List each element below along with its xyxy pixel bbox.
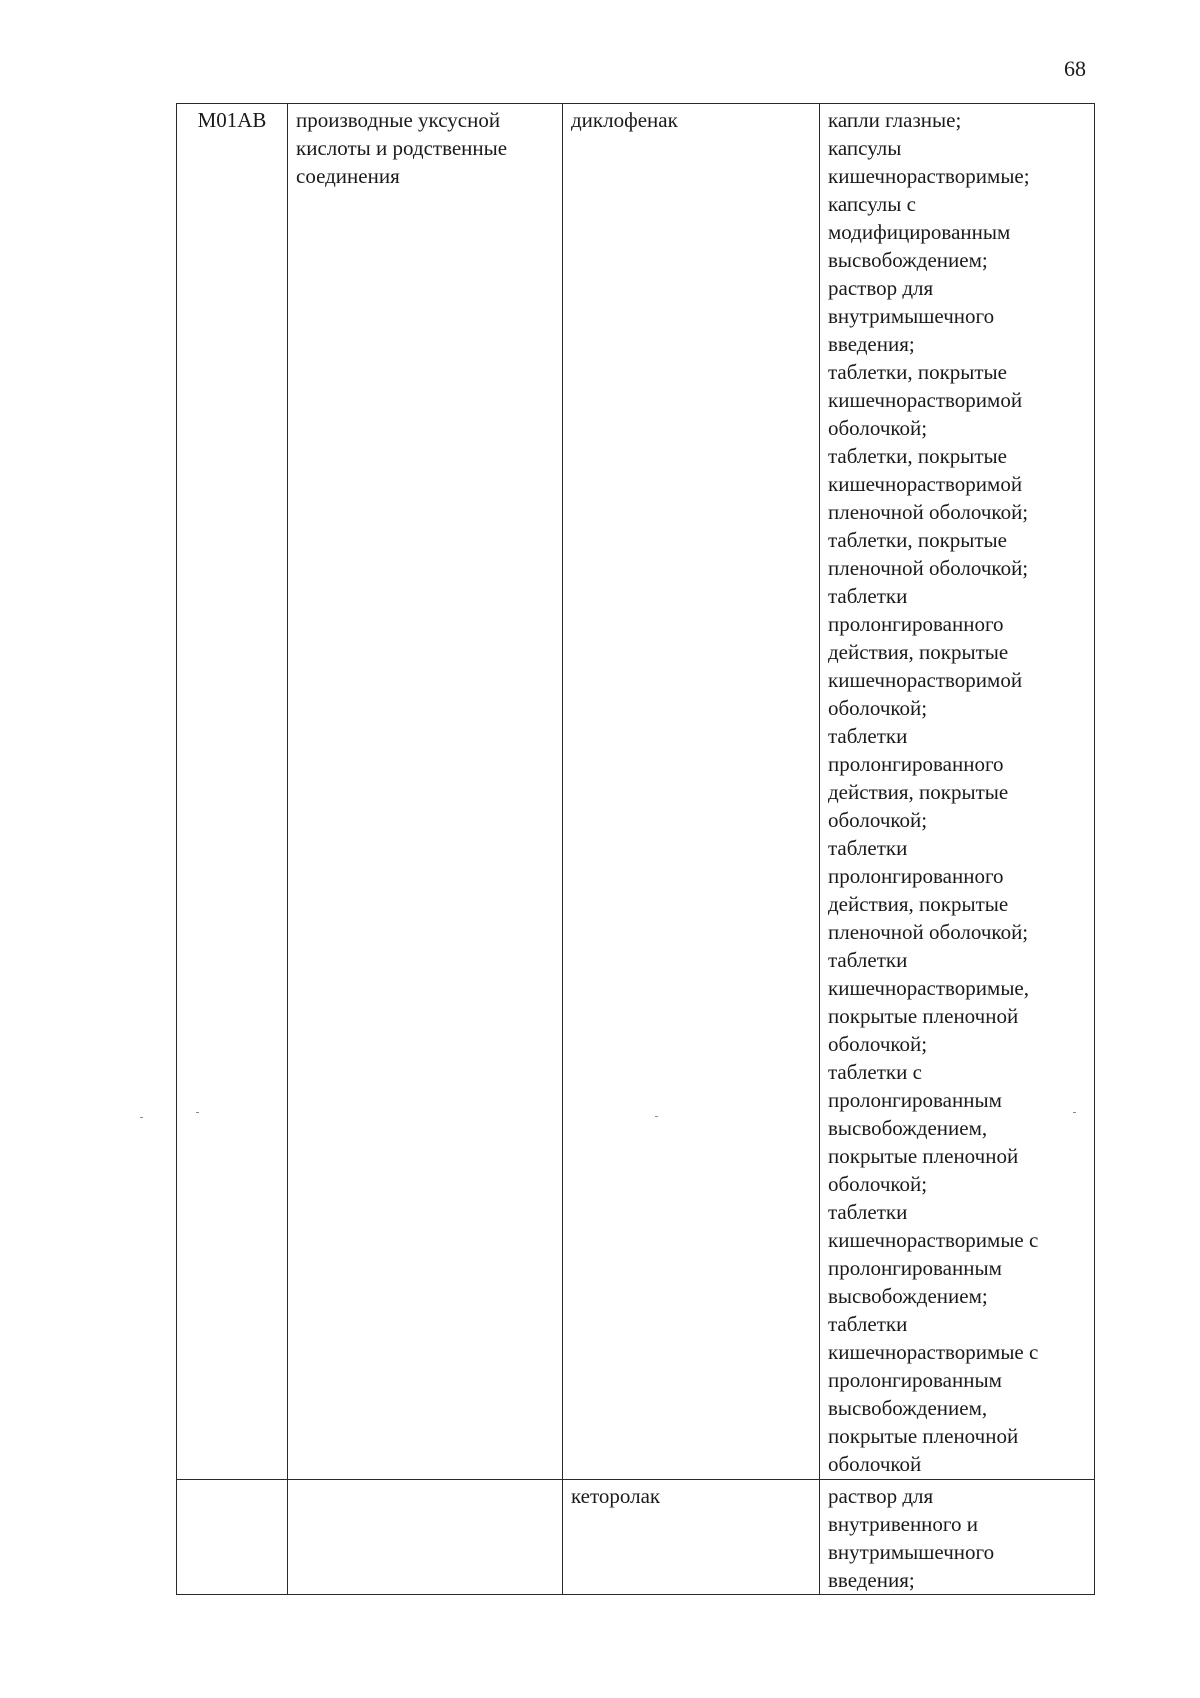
dosage-forms-cell (820, 1480, 1095, 1595)
dosage-form-line: пролонгированным (828, 1368, 1002, 1392)
dosage-form-line: пролонгированного (828, 752, 1004, 776)
dosage-form-line: пролонгированным (828, 1088, 1002, 1112)
dosage-form-line: пленочной оболочкой; (828, 500, 1029, 524)
dosage-form-line: кишечнорастворимой (828, 668, 1023, 692)
dosage-forms-list (828, 106, 1086, 1478)
dosage-forms-list (828, 1482, 1086, 1594)
dosage-form-line: оболочкой; (828, 1172, 928, 1196)
scan-speck (196, 1112, 199, 1113)
dosage-form-line: высвобождением, (828, 1116, 988, 1140)
dosage-form-line: кишечнорастворимые с (828, 1228, 1039, 1252)
dosage-form-line: высвобождением; (828, 248, 988, 272)
table-row (177, 104, 1095, 1480)
drug-name-cell: кеторолак (563, 1480, 820, 1595)
dosage-form-line: таблетки, покрытые (828, 444, 1007, 468)
dosage-form-line: капсулы (828, 136, 902, 160)
dosage-form-line: кишечнорастворимой (828, 472, 1023, 496)
dosage-form-line: оболочкой; (828, 1032, 928, 1056)
dosage-form-line: пленочной оболочкой; (828, 920, 1029, 944)
dosage-form-line: покрытые пленочной (828, 1144, 1019, 1168)
dosage-form-line: кишечнорастворимые; (828, 164, 1030, 188)
dosage-form-line: капсулы с (828, 192, 916, 216)
dosage-form-line: оболочкой; (828, 808, 928, 832)
dosage-form-line: высвобождением, (828, 1396, 988, 1420)
dosage-form-line: таблетки (828, 584, 908, 608)
dosage-form-line: кишечнорастворимые с (828, 1340, 1039, 1364)
drug-name-cell: диклофенак (563, 104, 820, 1480)
dosage-form-line: оболочкой; (828, 696, 928, 720)
dosage-form-line: таблетки (828, 836, 908, 860)
atc-code-cell: M01AB (177, 104, 288, 1480)
dosage-form-line: капли глазные; (828, 108, 962, 132)
dosage-form-line: пролонгированного (828, 612, 1004, 636)
dosage-form-line: кишечнорастворимые, (828, 976, 1030, 1000)
table-row (177, 1480, 1095, 1595)
dosage-form-line: оболочкой; (828, 416, 928, 440)
atc-code-cell (177, 1480, 288, 1595)
dosage-form-line: оболочкой (828, 1452, 922, 1476)
dosage-form-line: введения; (828, 332, 915, 356)
dosage-form-line: действия, покрытые (828, 892, 1009, 916)
dosage-form-line: высвобождением; (828, 1284, 988, 1308)
dosage-form-line: кишечнорастворимой (828, 388, 1023, 412)
scan-speck (655, 1116, 658, 1117)
dosage-form-line: пролонгированным (828, 1256, 1002, 1280)
dosage-form-line: раствор для (828, 276, 934, 300)
dosage-form-line: введения; (828, 1568, 915, 1592)
scan-speck (1073, 1112, 1076, 1113)
dosage-forms-cell (820, 104, 1095, 1480)
dosage-form-line: действия, покрытые (828, 780, 1009, 804)
dosage-form-line: таблетки (828, 724, 908, 748)
dosage-form-line: действия, покрытые (828, 640, 1009, 664)
pharmacological-group-cell (288, 1480, 563, 1595)
dosage-form-line: модифицированным (828, 220, 1011, 244)
dosage-form-line: таблетки, покрытые (828, 528, 1007, 552)
dosage-form-line: внутримышечного (828, 1540, 995, 1564)
dosage-form-line: внутривенного и (828, 1512, 978, 1536)
dosage-form-line: покрытые пленочной (828, 1004, 1019, 1028)
dosage-form-line: таблетки с (828, 1060, 922, 1084)
scan-speck (140, 1117, 143, 1118)
dosage-form-line: таблетки (828, 1312, 908, 1336)
dosage-form-line: пролонгированного (828, 864, 1004, 888)
dosage-form-line: таблетки (828, 948, 908, 972)
dosage-form-line: таблетки (828, 1200, 908, 1224)
page-number: 68 (1064, 56, 1086, 81)
dosage-form-line: таблетки, покрытые (828, 360, 1007, 384)
dosage-form-line: пленочной оболочкой; (828, 556, 1029, 580)
drug-table (176, 103, 1095, 1595)
pharmacological-group-cell: производные уксусной кислоты и родственные соединения (288, 104, 563, 1480)
dosage-form-line: покрытые пленочной (828, 1424, 1019, 1448)
dosage-form-line: раствор для (828, 1484, 934, 1508)
dosage-form-line: внутримышечного (828, 304, 995, 328)
